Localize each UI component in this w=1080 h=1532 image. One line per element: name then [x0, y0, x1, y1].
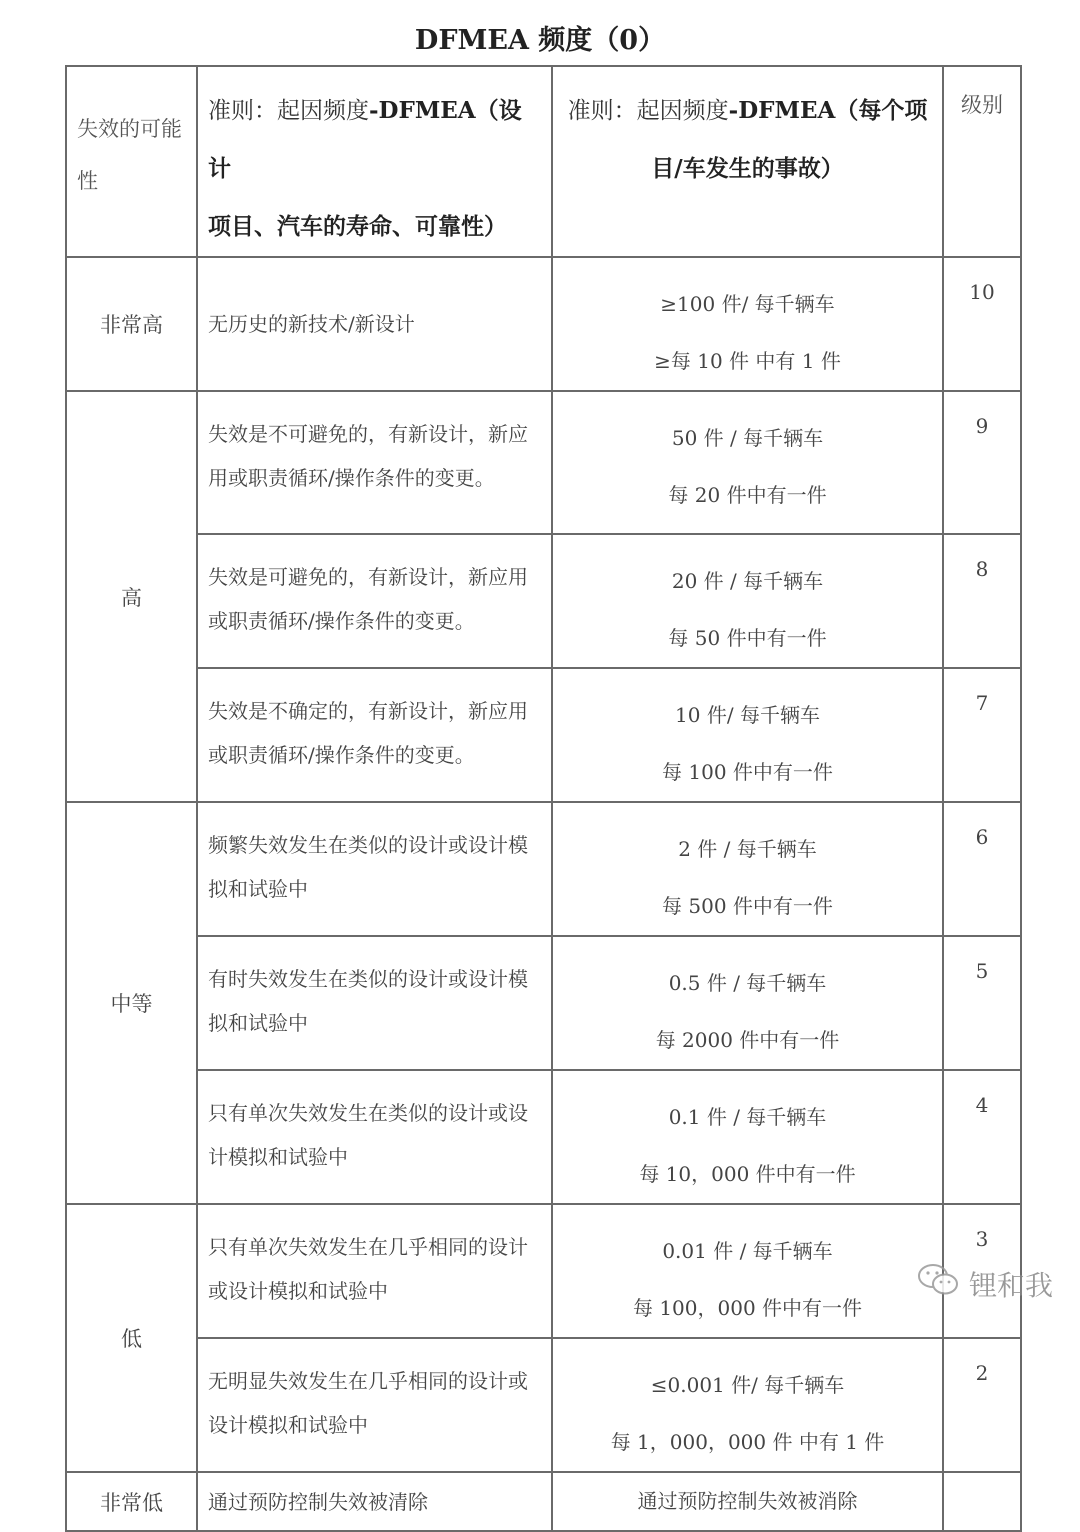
criteria-cell: 无历史的新技术/新设计 [197, 257, 552, 391]
criteria-cell: 只有单次失效发生在类似的设计或设计模拟和试验中 [197, 1070, 552, 1204]
table-row [66, 802, 1021, 936]
header-row [66, 66, 1021, 257]
likelihood-cell: 低 [66, 1204, 197, 1472]
criteria-cell: 只有单次失效发生在几乎相同的设计或设计模拟和试验中 [197, 1204, 552, 1338]
rank-cell [943, 1472, 1021, 1531]
header-rank: 级别 [943, 66, 1021, 257]
likelihood-cell: 高 [66, 391, 197, 802]
table-row [66, 1472, 1021, 1531]
table-row [66, 668, 1021, 802]
frequency-cell: ≥100 件/ 每千辆车 ≥每 10 件 中有 1 件 [552, 257, 943, 391]
frequency-cell: 0.01 件 / 每千辆车 每 100，000 件中有一件 [552, 1204, 943, 1338]
table-row [66, 1338, 1021, 1472]
header-criteria-incidents-line2: 目/车发生的事故） [651, 155, 844, 182]
table-row [66, 1204, 1021, 1338]
rank-cell: 8 [943, 534, 1021, 668]
header-criteria-incidents: 准则：起因频度-DFMEA（每个项 目/车发生的事故） [552, 66, 943, 257]
criteria-cell: 通过预防控制失效被清除 [197, 1472, 552, 1531]
frequency-cell: 通过预防控制失效被消除 [552, 1472, 943, 1531]
dfmea-occurrence-table [65, 65, 1022, 1532]
criteria-cell: 失效是可避免的，有新设计，新应用或职责循环/操作条件的变更。 [197, 534, 552, 668]
frequency-cell: ≤0.001 件/ 每千辆车 每 1，000，000 件 中有 1 件 [552, 1338, 943, 1472]
criteria-cell: 频繁失效发生在类似的设计或设计模拟和试验中 [197, 802, 552, 936]
rank-cell: 6 [943, 802, 1021, 936]
page-title: DFMEA 频度（0） [414, 25, 666, 56]
frequency-cell: 0.1 件 / 每千辆车 每 10，000 件中有一件 [552, 1070, 943, 1204]
table-row [66, 936, 1021, 1070]
frequency-cell: 20 件 / 每千辆车 每 50 件中有一件 [552, 534, 943, 668]
rank-cell: 3 [943, 1204, 1021, 1338]
frequency-cell: 0.5 件 / 每千辆车 每 2000 件中有一件 [552, 936, 943, 1070]
criteria-cell: 有时失效发生在类似的设计或设计模拟和试验中 [197, 936, 552, 1070]
header-likelihood: 失效的可能性 [66, 66, 197, 257]
frequency-cell: 50 件 / 每千辆车 每 20 件中有一件 [552, 391, 943, 534]
rank-cell: 5 [943, 936, 1021, 1070]
likelihood-cell: 非常低 [66, 1472, 197, 1531]
table-row [66, 257, 1021, 391]
wechat-icon [917, 1263, 969, 1304]
rank-cell: 9 [943, 391, 1021, 534]
criteria-cell: 失效是不确定的，有新设计，新应用或职责循环/操作条件的变更。 [197, 668, 552, 802]
rank-cell: 2 [943, 1338, 1021, 1472]
header-criteria-design: 准则：起因频度-DFMEA（设计 项目、汽车的寿命、可靠性） [197, 66, 552, 257]
table-row [66, 1070, 1021, 1204]
watermark-text: 锂和我 [969, 1268, 1054, 1302]
rank-cell: 4 [943, 1070, 1021, 1204]
table-row [66, 534, 1021, 668]
criteria-cell: 失效是不可避免的，有新设计，新应用或职责循环/操作条件的变更。 [197, 391, 552, 534]
rank-cell: 10 [943, 257, 1021, 391]
rank-cell: 7 [943, 668, 1021, 802]
frequency-cell: 2 件 / 每千辆车 每 500 件中有一件 [552, 802, 943, 936]
criteria-cell: 无明显失效发生在几乎相同的设计或设计模拟和试验中 [197, 1338, 552, 1472]
likelihood-cell: 非常高 [66, 257, 197, 391]
frequency-cell: 10 件/ 每千辆车 每 100 件中有一件 [552, 668, 943, 802]
header-criteria-design-line2: 项目、汽车的寿命、可靠性） [208, 213, 507, 240]
likelihood-cell: 中等 [66, 802, 197, 1204]
watermark [917, 1263, 1053, 1304]
table-row [66, 391, 1021, 534]
